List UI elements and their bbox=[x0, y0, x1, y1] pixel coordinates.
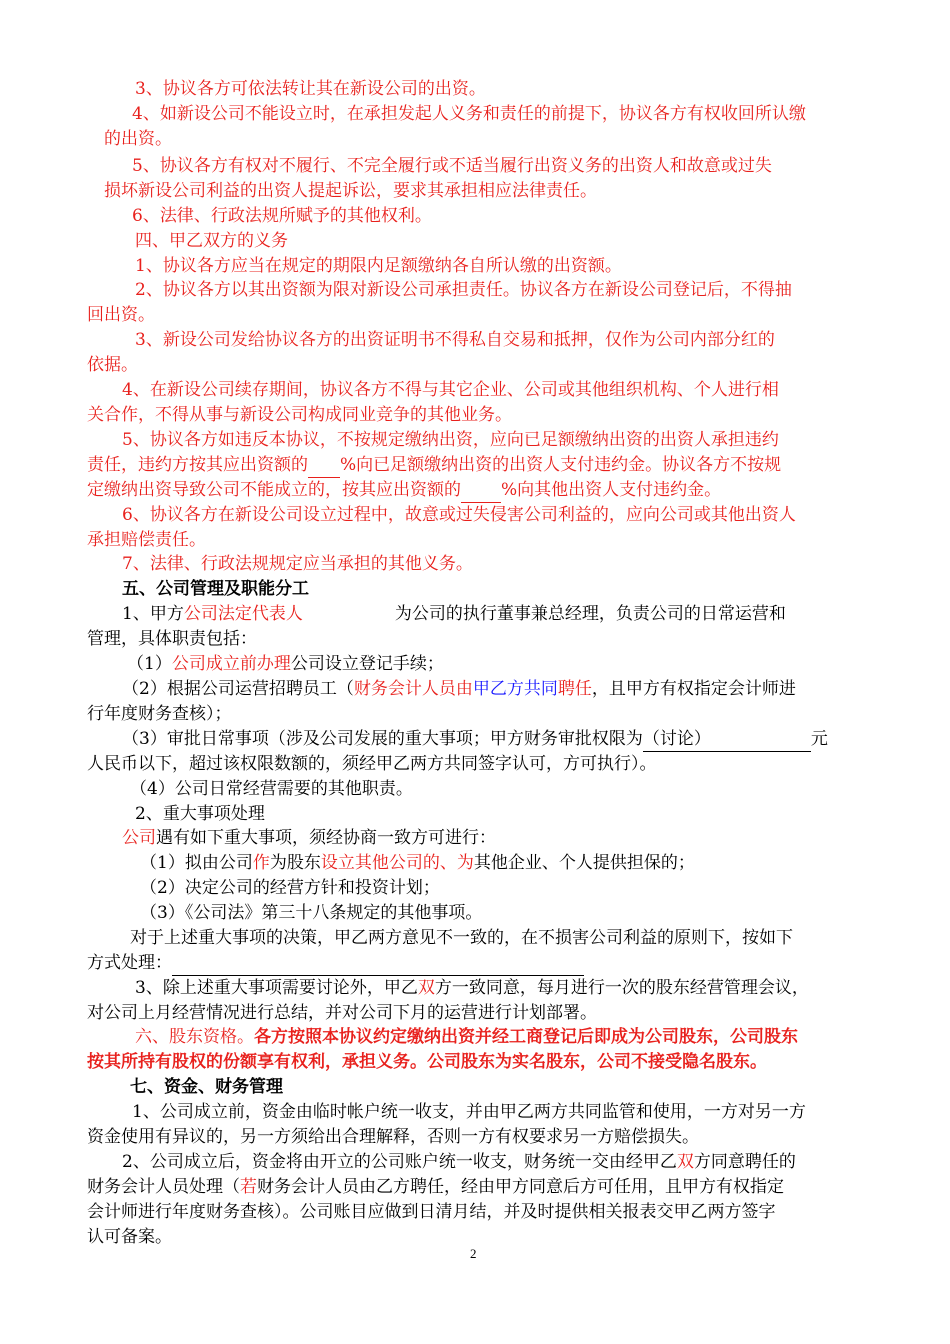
duty-detail-3-unit: 元 bbox=[810, 729, 828, 749]
duty-detail-3-a: （3）审批日常事项（涉及公司发展的重大事项；甲方财务审批权限为 bbox=[122, 729, 643, 749]
major-matters-intro bbox=[122, 826, 496, 850]
duty-detail-2-a: （2）根据公司运营招聘员工（ bbox=[122, 679, 354, 699]
rights-item-5-line2: 损坏新设公司利益的出资人提起诉讼，要求其承担相应法律责任。 bbox=[104, 181, 597, 201]
duty-detail-3-line2: 人民币以下，超过该权限数额的，须经甲乙两方共同签字认可，方可执行）。 bbox=[87, 754, 657, 774]
decision-method-label: 方式处理： bbox=[87, 953, 172, 973]
mgmt-para-1-line1 bbox=[122, 602, 786, 626]
major-matter-1-b: 作 bbox=[252, 853, 270, 873]
finance-para-2-line1 bbox=[122, 1150, 796, 1174]
duty-detail-4: （4）公司日常经营需要的其他职责。 bbox=[130, 779, 413, 799]
duty-item-4-line1: 4、在新设公司续存期间，协议各方不得与其它企业、公司或其他组织机构、个人进行相 bbox=[122, 380, 779, 400]
meeting-para-line2: 对公司上月经营情况进行总结，并对公司下月的运营进行计划部署。 bbox=[87, 1003, 597, 1023]
rights-item-4-line2: 的出资。 bbox=[104, 129, 172, 149]
section5-title: 五、公司管理及职能分工 bbox=[122, 579, 309, 599]
duty-detail-2-b: 财务会计人员由 bbox=[353, 679, 473, 699]
meeting-para-c: 方一致同意，每月进行一次的股东经营管理会议， bbox=[434, 978, 809, 998]
duty-item-6-line1: 6、协议各方在新设公司设立过程中，故意或过失侵害公司利益的，应向公司或其他出资人 bbox=[122, 505, 796, 525]
duty-item-5-line3 bbox=[87, 478, 721, 503]
page-number: 2 bbox=[470, 1246, 477, 1261]
section6-text-a: 各方按照本协议约定缴纳出资并经工商登记后即成为公司股东，公司股东 bbox=[254, 1027, 798, 1047]
finance-para-2-b: 双 bbox=[676, 1152, 694, 1172]
duty-item-6-line2: 承担赔偿责任。 bbox=[87, 530, 206, 550]
rights-item-3: 3、协议各方可依法转让其在新设公司的出资。 bbox=[135, 79, 486, 99]
finance-para-1-line1: 1、公司成立前，资金由临时帐户统一收支，并由甲乙两方共同监管和使用，一方对另一方 bbox=[132, 1102, 806, 1122]
major-matters-intro-red: 公司 bbox=[122, 828, 156, 848]
duty-detail-2-c: 甲乙方共同 bbox=[472, 679, 558, 699]
finance-para-2-line2 bbox=[87, 1175, 784, 1199]
duty-item-3-line1: 3、新设公司发给协议各方的出资证明书不得私自交易和抵押，仅作为公司内部分红的 bbox=[135, 330, 775, 350]
mgmt-para-1-a: 1、甲方 bbox=[122, 604, 184, 624]
major-matter-1 bbox=[140, 851, 695, 875]
decision-para-line1: 对于上述重大事项的决策，甲乙两方意见不一致的，在不损害公司利益的原则下，按如下 bbox=[130, 928, 793, 948]
finance-para-2-line2-c: 财务会计人员由乙方聘任，经由甲方同意后方可任用，且甲方有权指定 bbox=[257, 1177, 784, 1197]
meeting-para-line1 bbox=[135, 976, 809, 1000]
section4-title: 四、甲乙双方的义务 bbox=[135, 231, 288, 251]
duty-item-1: 1、协议各方应当在规定的期限内足额缴纳各自所认缴的出资额。 bbox=[135, 256, 622, 276]
duty-detail-1-num: （1） bbox=[127, 654, 172, 674]
major-matters-heading: 2、重大事项处理 bbox=[135, 804, 265, 824]
duty-item-5-line2-text-b: %向已足额缴纳出资的出资人支付违约金。协议各方不按规 bbox=[340, 455, 782, 475]
rights-item-4-line1: 4、如新设公司不能设立时，在承担发起人义务和责任的前提下，协议各方有权收回所认缴 bbox=[132, 104, 806, 124]
duty-detail-2-e: ，且甲方有权指定会计师进 bbox=[591, 679, 796, 699]
finance-para-2-line4: 认可备案。 bbox=[87, 1227, 172, 1247]
duty-detail-2-line2: 行年度财务查核）； bbox=[87, 704, 232, 724]
major-matter-1-d: 设立其他公司的、为 bbox=[320, 853, 474, 873]
major-matter-2: （2）决定公司的经营方针和投资计划； bbox=[140, 878, 440, 898]
section6-line2: 按其所持有股权的份额享有权利，承担义务。公司股东为实名股东，公司不接受隐名股东。 bbox=[87, 1052, 767, 1072]
section7-title: 七、资金、财务管理 bbox=[130, 1077, 283, 1097]
major-matter-1-e: 其他企业、个人提供担保的； bbox=[473, 853, 695, 873]
duty-detail-1 bbox=[127, 652, 444, 676]
finance-para-2-line3: 会计师进行年度财务查核）。公司账目应做到日清月结，并及时提供相关报表交甲乙两方签字 bbox=[87, 1202, 776, 1222]
duty-detail-3-line1 bbox=[122, 727, 828, 752]
rights-item-6: 6、法律、行政法规所赋予的其他权利。 bbox=[132, 206, 432, 226]
mgmt-para-1-c: 为公司的执行董事兼总经理，负责公司的日常运营和 bbox=[394, 604, 786, 624]
decision-method-blank[interactable] bbox=[172, 951, 584, 976]
duty-item-2-line2: 回出资。 bbox=[87, 305, 155, 325]
duty-detail-1-text: 公司设立登记手续； bbox=[290, 654, 444, 674]
meeting-para-b: 双 bbox=[417, 978, 435, 998]
rights-item-5-line1: 5、协议各方有权对不履行、不完全履行或不适当履行出资义务的出资人和故意或过失 bbox=[132, 156, 772, 176]
mgmt-para-1-line2: 管理，具体职责包括： bbox=[87, 629, 257, 649]
major-matters-intro-text: 遇有如下重大事项，须经协商一致方可进行： bbox=[156, 828, 496, 848]
duty-item-5-line3-text-a: 定缴纳出资导致公司不能成立的，按其应出资额的 bbox=[87, 480, 461, 500]
meeting-para-a: 3、除上述重大事项需要讨论外，甲乙 bbox=[135, 978, 418, 998]
major-matter-1-a: （1）拟由公司 bbox=[140, 853, 253, 873]
duty-detail-2-line1 bbox=[122, 677, 796, 701]
duty-detail-1-red: 公司成立前办理 bbox=[171, 654, 291, 674]
finance-para-2-line2-b: 若 bbox=[240, 1177, 257, 1197]
penalty-rate-blank-2[interactable] bbox=[461, 478, 501, 503]
section6-title: 六、股东资格。 bbox=[135, 1027, 254, 1047]
section6-line1 bbox=[135, 1025, 798, 1049]
major-matter-1-c: 为股东 bbox=[269, 853, 321, 873]
finance-para-1-line2: 资金使用有异议的，另一方须给出合理解释，否则一方有权要求另一方赔偿损失。 bbox=[87, 1127, 699, 1147]
approval-limit-field[interactable] bbox=[643, 727, 811, 752]
legal-representative-label: 公司法定代表人 bbox=[183, 604, 303, 624]
duty-item-5-line2 bbox=[87, 453, 781, 478]
duty-item-5-line2-text-a: 责任，违约方按其应出资额的 bbox=[87, 455, 308, 475]
finance-para-2-line2-a: 财务会计人员处理（ bbox=[87, 1177, 240, 1197]
major-matter-3: （3）《公司法》第三十八条规定的其他事项。 bbox=[140, 903, 483, 923]
approval-limit-value: （讨论） bbox=[642, 729, 711, 749]
duty-detail-2-d: 聘任 bbox=[557, 679, 592, 699]
duty-item-2-line1: 2、协议各方以其出资额为限对新设公司承担责任。协议各方在新设公司登记后，不得抽 bbox=[135, 280, 792, 300]
finance-para-2-c: 方同意聘任的 bbox=[693, 1152, 796, 1172]
decision-para-line2 bbox=[87, 951, 584, 976]
duty-item-4-line2: 关合作，不得从事与新设公司构成同业竞争的其他业务。 bbox=[87, 405, 512, 425]
duty-item-7: 7、法律、行政法规规定应当承担的其他义务。 bbox=[122, 554, 473, 574]
finance-para-2-a: 2、公司成立后，资金将由开立的公司账户统一收支，财务统一交由经甲乙 bbox=[122, 1152, 677, 1172]
duty-item-5-line3-text-b: %向其他出资人支付违约金。 bbox=[501, 480, 722, 500]
duty-item-5-line1: 5、协议各方如违反本协议，不按规定缴纳出资，应向已足额缴纳出资的出资人承担违约 bbox=[122, 430, 779, 450]
duty-item-3-line2: 依据。 bbox=[87, 355, 138, 375]
penalty-rate-blank-1[interactable] bbox=[308, 453, 340, 478]
